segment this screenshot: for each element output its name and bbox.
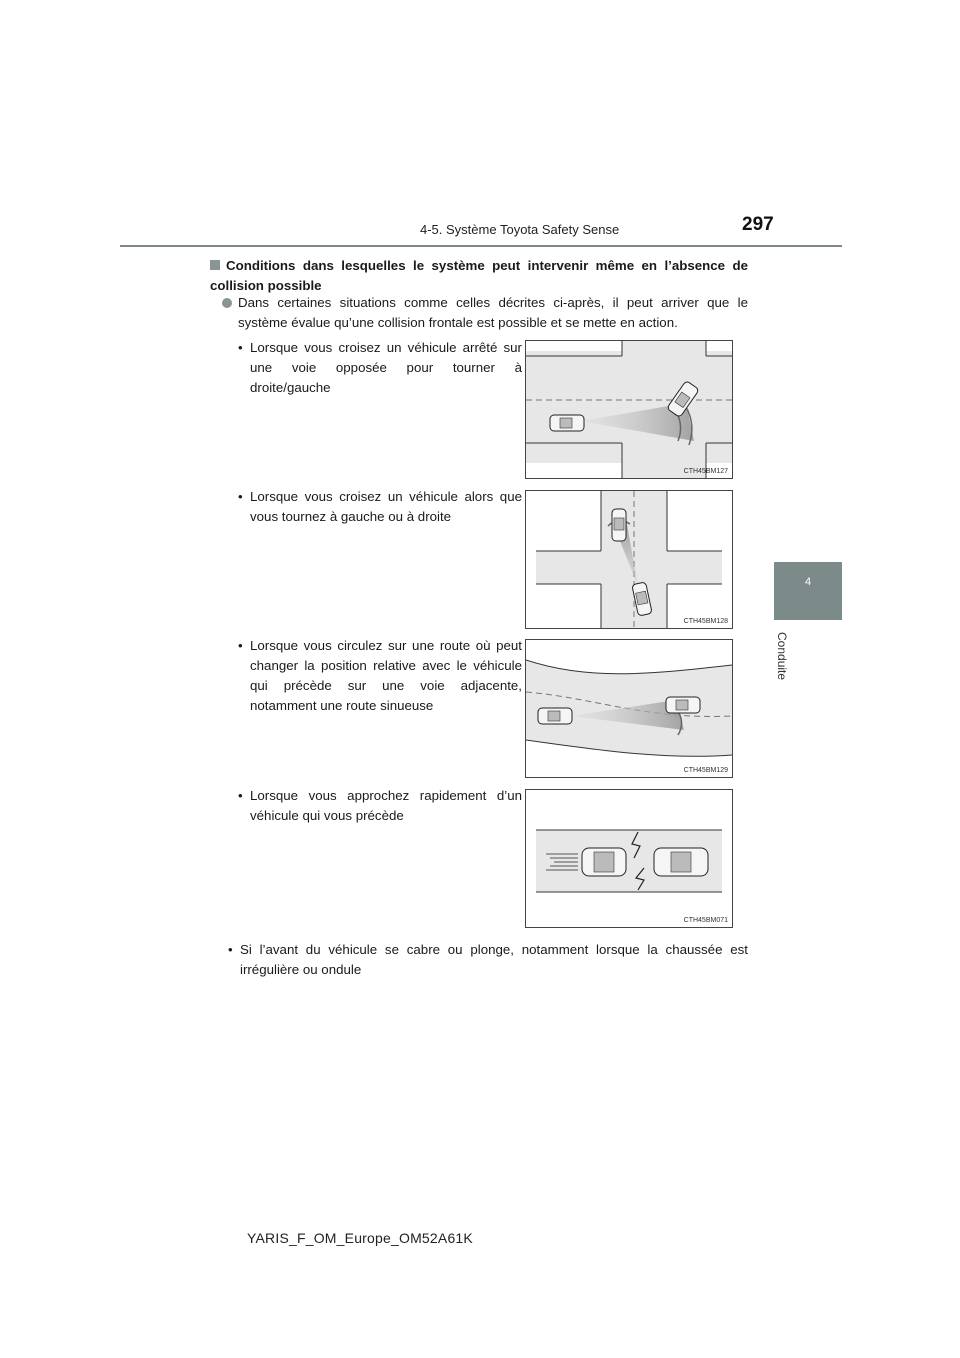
section-title: 4-5. Système Toyota Safety Sense: [420, 222, 620, 237]
illustration: [526, 640, 732, 777]
chapter-tab: [774, 562, 842, 620]
figure-code: CTH45BM129: [683, 767, 728, 774]
illustration: [526, 341, 732, 478]
illustration: [526, 491, 732, 628]
chapter-label: Conduite: [775, 632, 789, 681]
list-item: • Si l’avant du véhicule se cabre ou plonge, notamment lorsque la chaussée est irrégulière ou ondule: [228, 942, 748, 977]
document-footer: YARIS_F_OM_Europe_OM52A61K: [247, 1230, 473, 1246]
square-marker-icon: [210, 260, 220, 270]
illustration: [526, 790, 732, 927]
intro-paragraph: Dans certaines situations comme celles décrites ci-après, il peut arriver que le système évalue qu’une collision frontale est possible et se mette en action.: [222, 293, 748, 333]
list-item: • Lorsque vous circulez sur une route où peut changer la position relative avec le véhicule qui précède sur une voie adjacente, notamment une route sinueuse: [238, 638, 522, 713]
figure-code: CTH45BM128: [683, 618, 728, 625]
header-rule: [120, 245, 842, 247]
figure-rapid-approach: [525, 789, 733, 928]
page-number: 297: [742, 214, 774, 235]
figure-opposing-turn: [525, 340, 733, 479]
figure-winding-road: [525, 639, 733, 778]
figure-code: CTH45BM127: [683, 468, 728, 475]
circle-marker-icon: [222, 298, 232, 308]
subsection-heading: Conditions dans lesquelles le système peut intervenir même en l’absence de collision possible: [210, 258, 748, 293]
list-item: • Lorsque vous approchez rapidement d’un véhicule qui vous précède: [238, 788, 522, 823]
figure-code: CTH45BM071: [683, 917, 728, 924]
list-item: • Lorsque vous croisez un véhicule alors que vous tournez à gauche ou à droite: [238, 489, 522, 524]
chapter-number: 4: [804, 576, 812, 588]
list-item: • Lorsque vous croisez un véhicule arrêté sur une voie opposée pour tourner à droite/gauche: [238, 340, 522, 395]
figure-crossing-turn: [525, 490, 733, 629]
